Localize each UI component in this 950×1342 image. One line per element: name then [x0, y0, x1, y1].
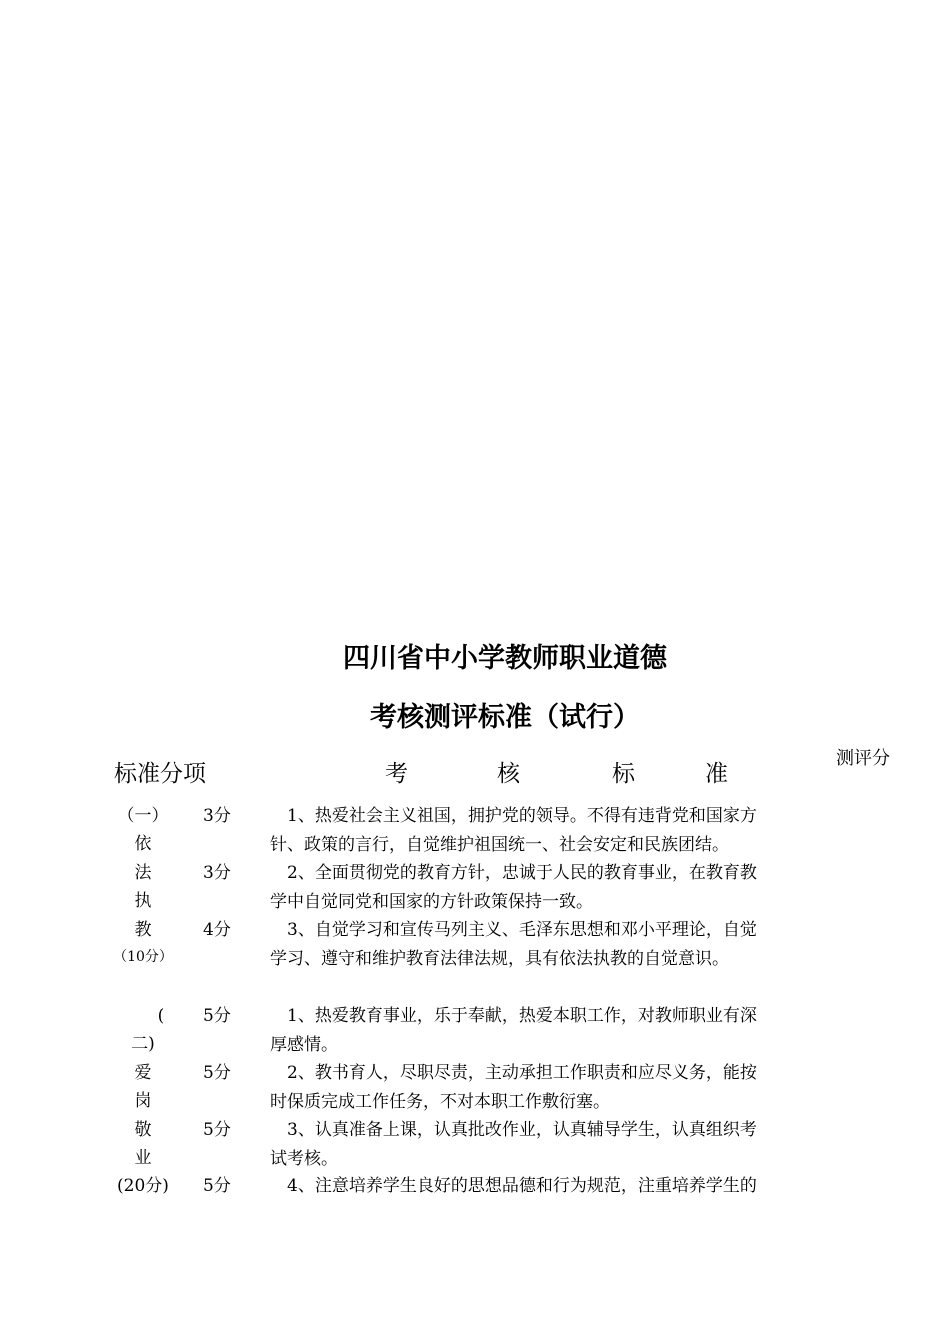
category-label: (20分)	[117, 1176, 169, 1196]
header-item-column: 标准分项	[114, 761, 206, 787]
category-label: （10分）	[113, 949, 173, 965]
criterion-text	[270, 1116, 815, 1173]
category-label: （一）	[117, 806, 169, 826]
category-label: 岗	[134, 1091, 152, 1111]
category-label: 执	[134, 891, 152, 911]
header-criteria-char: 准	[705, 761, 728, 787]
header-criteria-char: 核	[497, 761, 520, 787]
criterion-text	[270, 916, 815, 973]
criterion-line: 学习、遵守和维护教育法律法规，具有依法执教的自觉意识。	[270, 948, 729, 969]
criterion-line: 1、热爱社会主义祖国，拥护党的领导。不得有违背党和国家方	[287, 806, 757, 826]
criterion-text	[270, 1002, 815, 1059]
criterion-line: 学中自觉同党和国家的方针政策保持一致。	[270, 891, 593, 912]
item-points: 5分	[203, 1176, 231, 1196]
item-points: 3分	[203, 806, 231, 826]
criterion-line: 厚感情。	[270, 1034, 338, 1055]
header-score-column: 测评分	[836, 748, 890, 769]
criterion-line: 2、全面贯彻党的教育方针，忠诚于人民的教育事业，在教育教	[287, 863, 757, 883]
document-title: 四川省中小学教师职业道德	[343, 643, 667, 674]
header-criteria-char: 考	[385, 761, 408, 787]
item-points: 3分	[203, 863, 231, 883]
category-label: 依	[134, 834, 152, 854]
criterion-text	[270, 859, 815, 916]
criterion-text	[270, 802, 815, 859]
category-label: 业	[134, 1148, 152, 1168]
item-points: 4分	[203, 920, 231, 940]
criterion-line: 针、政策的言行，自觉维护祖国统一、社会安定和民族团结。	[270, 834, 729, 855]
item-points: 5分	[203, 1120, 231, 1140]
category-label: 敬	[134, 1120, 152, 1140]
criterion-line: 试考核。	[270, 1148, 338, 1169]
category-label: 教	[134, 920, 152, 940]
criterion-line: 1、热爱教育事业，乐于奉献，热爱本职工作，对教师职业有深	[287, 1006, 757, 1026]
criterion-text	[270, 1172, 815, 1201]
category-label: 法	[134, 863, 152, 883]
category-label: 爱	[134, 1063, 152, 1083]
document-subtitle: 考核测评标准（试行）	[370, 702, 640, 733]
header-criteria-char: 标	[612, 761, 635, 787]
criterion-text	[270, 1059, 815, 1116]
category-label: 二)	[131, 1034, 155, 1054]
criterion-line: 2、教书育人，尽职尽责，主动承担工作职责和应尽义务，能按	[287, 1063, 757, 1083]
criterion-line: 4、注意培养学生良好的思想品德和行为规范，注重培养学生的	[287, 1176, 757, 1196]
item-points: 5分	[203, 1063, 231, 1083]
criterion-line: 时保质完成工作任务，不对本职工作敷衍塞。	[270, 1091, 610, 1112]
criterion-line: 3、认真准备上课，认真批改作业，认真辅导学生，认真组织考	[287, 1120, 757, 1140]
category-label: (	[157, 1006, 165, 1026]
item-points: 5分	[203, 1006, 231, 1026]
criterion-line: 3、自觉学习和宣传马列主义、毛泽东思想和邓小平理论，自觉	[287, 920, 757, 940]
